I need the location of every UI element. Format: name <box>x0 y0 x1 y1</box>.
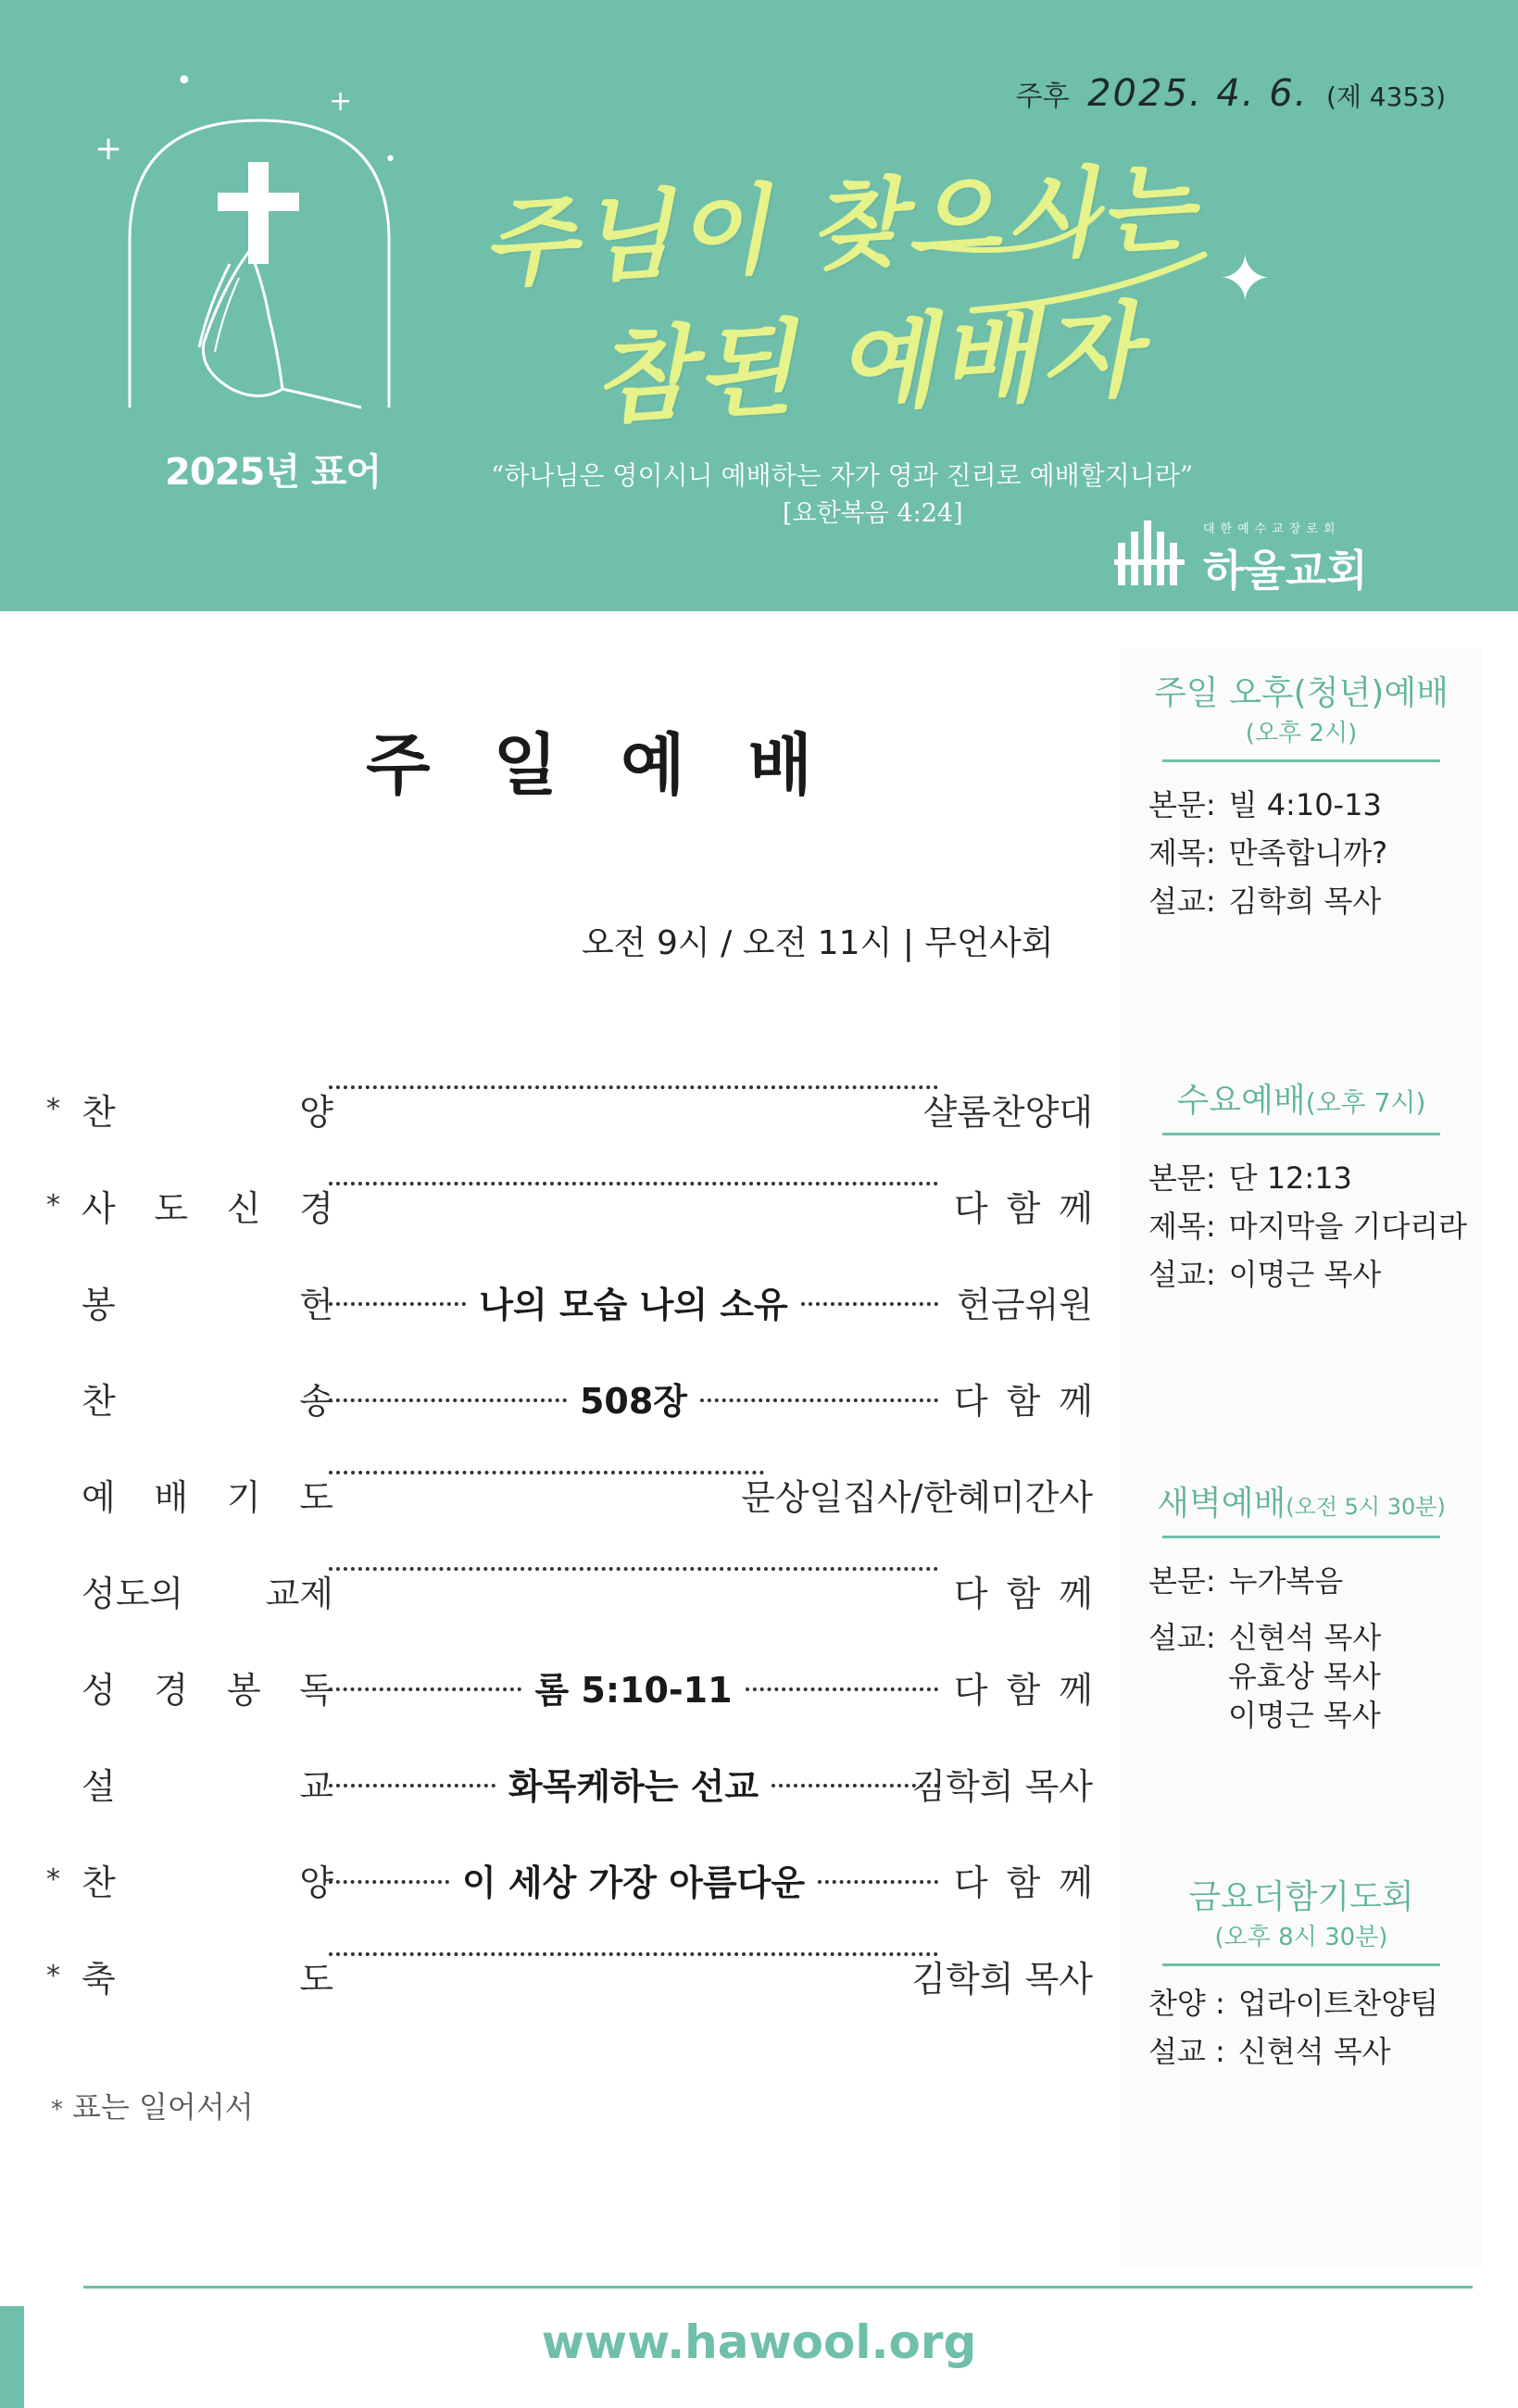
bulletin-header <box>0 0 1518 611</box>
order-row <box>46 1180 1111 1235</box>
church-logo <box>1114 519 1448 596</box>
list-item <box>1121 1154 1482 1202</box>
sparkle-icon: + <box>94 130 123 168</box>
order-item: 이 세상 가장 아름다운 <box>461 1862 806 1903</box>
star-icon: * <box>46 1189 60 1222</box>
dawn-title <box>1121 1477 1482 1524</box>
dot-leader <box>329 1687 521 1691</box>
issue-number: (제 4353) <box>1325 82 1446 112</box>
dot-leader <box>329 1302 466 1306</box>
order-middle <box>329 1373 938 1423</box>
theme-verse: “하나님은 영이시니 예배하는 자가 영과 진리로 예배할지니라” <box>491 460 1194 491</box>
dot-leader <box>329 1085 938 1089</box>
wednesday-time: (오후 7시) <box>1305 1087 1426 1118</box>
order-label-part: 양 <box>299 1862 333 1903</box>
wednesday-title-text: 수요예배 <box>1176 1082 1306 1120</box>
field-value: 누가복음 <box>1228 1563 1344 1599</box>
order-label-part: 예 <box>82 1477 116 1518</box>
list-item <box>1121 1557 1482 1605</box>
order-middle <box>329 1950 938 1954</box>
star-icon: * <box>51 2096 63 2124</box>
dot-leader <box>700 1398 938 1402</box>
order-label <box>82 1758 333 1809</box>
sunday-afternoon-time: (오후 2시) <box>1245 720 1358 747</box>
order-label-part: 성 <box>82 1670 116 1711</box>
order-label-part: 도 <box>299 1477 333 1518</box>
list-item <box>1121 877 1482 925</box>
sparkle-icon: • <box>384 148 396 171</box>
order-row <box>46 1662 1111 1717</box>
sparkle-icon: ✦ <box>1218 241 1273 317</box>
order-label-part: 설 <box>82 1766 116 1807</box>
order-label <box>82 1373 333 1423</box>
field-label: 본문: <box>1148 787 1216 822</box>
field-value: 이명근 목사 <box>1228 1698 1381 1733</box>
order-label-part: 축 <box>82 1959 116 2000</box>
order-row <box>46 1565 1111 1621</box>
order-label-part: 송 <box>299 1381 333 1422</box>
field-label: 본문: <box>1148 1160 1216 1196</box>
list-item <box>1121 829 1482 877</box>
order-label-part: 봉 <box>226 1670 261 1711</box>
dot-leader <box>329 1952 938 1956</box>
order-row <box>46 1854 1111 1910</box>
dawn-service <box>1121 1477 1482 1735</box>
order-label-part: 교제 <box>265 1574 333 1614</box>
order-row <box>46 1276 1093 1332</box>
order-label <box>82 1276 333 1327</box>
divider <box>1162 759 1440 762</box>
theme-title-line1: 주님이 찾으시는 <box>479 150 1199 302</box>
list-item <box>1121 781 1482 829</box>
divider <box>1162 1133 1440 1135</box>
date-line <box>1016 72 1446 115</box>
divider <box>1162 1963 1440 1966</box>
title-swash <box>917 190 1223 320</box>
sunday-afternoon-service <box>1121 667 1482 925</box>
dot-leader <box>329 1182 938 1185</box>
year-motto-label: 2025년 표어 <box>165 451 382 494</box>
order-label <box>82 1565 333 1616</box>
worship-title: 주일예배 <box>366 726 876 804</box>
order-label-part: 성도의 <box>82 1574 184 1614</box>
friday-prayer-meeting <box>1121 1871 1482 2076</box>
order-label-part: 사 <box>82 1188 116 1229</box>
website-link[interactable]: www.hawool.org <box>541 2315 977 2369</box>
order-middle <box>329 1854 938 1905</box>
order-label-part: 경 <box>299 1188 333 1229</box>
field-value: 마지막을 기다리라 <box>1228 1209 1468 1244</box>
service-date: 2025. 4. 6. <box>1087 72 1309 115</box>
theme-title-line2: 참된 예배자 <box>590 290 1147 438</box>
order-label <box>82 1950 333 2001</box>
church-logo-icon <box>1114 520 1192 585</box>
order-item: 나의 모습 나의 소유 <box>479 1285 788 1325</box>
list-item <box>1121 1657 1482 1696</box>
order-label-part: 찬 <box>82 1381 116 1422</box>
order-row <box>46 1084 1093 1139</box>
field-value: 빌 4:10-13 <box>1228 787 1382 822</box>
list-item <box>1121 1696 1482 1735</box>
order-label-part: 도 <box>154 1188 189 1229</box>
field-value: 이명근 목사 <box>1228 1257 1382 1292</box>
order-leader: 샬롬찬양대 <box>922 1092 1093 1133</box>
order-leader: 다함께 <box>953 1862 1111 1903</box>
sparkle-icon: • <box>176 65 193 97</box>
order-middle <box>329 1084 938 1087</box>
order-middle <box>329 1180 938 1184</box>
standing-note-text: 표는 일어서서 <box>72 2089 254 2125</box>
field-label: 제목: <box>1148 1209 1216 1244</box>
standing-note <box>51 2084 254 2126</box>
order-label <box>82 1854 333 1905</box>
field-label: 설교: <box>1148 1620 1216 1655</box>
order-leader: 다함께 <box>953 1670 1111 1711</box>
order-label <box>82 1469 333 1520</box>
order-item: 화목케하는 선교 <box>508 1766 759 1807</box>
order-middle <box>329 1662 938 1712</box>
order-middle <box>329 1758 938 1809</box>
order-label <box>82 1662 333 1712</box>
order-middle <box>329 1565 938 1569</box>
dot-leader <box>746 1687 938 1691</box>
dot-leader <box>329 1398 567 1402</box>
star-icon: * <box>46 1093 60 1125</box>
order-leader: 문상일집사/한혜미간사 <box>741 1477 1093 1518</box>
dot-leader <box>801 1302 938 1306</box>
star-icon: * <box>46 1960 60 1992</box>
dot-leader <box>329 1880 449 1884</box>
sunday-afternoon-title: 주일 오후(청년)예배 <box>1154 674 1449 712</box>
list-item <box>1121 1979 1482 2027</box>
church-name: 하울교회 <box>1203 546 1368 596</box>
order-leader: 김학희 목사 <box>911 1959 1093 2000</box>
theme-verse-reference: [요한복음 4:24] <box>783 499 963 528</box>
field-label: 설교 : <box>1148 2034 1225 2069</box>
order-leader: 다함께 <box>953 1381 1111 1422</box>
list-item <box>1121 1618 1482 1657</box>
dot-leader <box>329 1784 496 1787</box>
field-value: 신현석 목사 <box>1237 2034 1391 2069</box>
order-label-part: 헌 <box>299 1285 333 1325</box>
denomination-label: 대한예수교장로회 <box>1203 522 1341 536</box>
divider <box>1162 1536 1440 1538</box>
footer-divider <box>83 2286 1473 2289</box>
order-leader: 다함께 <box>953 1574 1111 1614</box>
order-label-part: 신 <box>226 1188 261 1229</box>
order-middle <box>329 1276 938 1327</box>
order-row <box>46 1950 1093 2006</box>
field-value: 김학희 목사 <box>1228 884 1382 919</box>
order-label-part: 양 <box>299 1092 333 1133</box>
field-label: 찬양 : <box>1148 1986 1225 2021</box>
friday-title: 금요더함기도회 <box>1188 1878 1414 1916</box>
dot-leader <box>329 1471 764 1474</box>
order-label-part: 배 <box>154 1477 189 1518</box>
friday-time: (오후 8시 30분) <box>1214 1924 1388 1951</box>
order-leader: 헌금위원 <box>957 1285 1093 1325</box>
list-item <box>1121 2027 1482 2076</box>
date-prefix: 주후 <box>1015 81 1070 113</box>
order-label-part: 경 <box>154 1670 189 1711</box>
field-value: 신현석 목사 <box>1228 1620 1382 1655</box>
field-value: 단 12:13 <box>1228 1160 1352 1196</box>
order-row <box>46 1373 1111 1428</box>
order-row <box>46 1469 1093 1524</box>
field-label: 설교: <box>1148 1257 1216 1292</box>
field-label: 제목: <box>1148 835 1216 871</box>
star-icon: * <box>46 1863 60 1896</box>
order-label-part: 찬 <box>82 1862 116 1903</box>
dot-leader <box>818 1880 938 1884</box>
dawn-time: (오전 5시 30분) <box>1286 1494 1446 1520</box>
order-label-part: 교 <box>299 1766 333 1807</box>
order-label-part: 봉 <box>82 1285 116 1325</box>
dawn-title-text: 새벽예배 <box>1157 1485 1286 1523</box>
order-label-part: 기 <box>226 1477 261 1518</box>
list-item <box>1121 1202 1482 1250</box>
order-item: 508장 <box>579 1381 688 1422</box>
order-label-part: 독 <box>299 1670 333 1711</box>
field-value: 업라이트찬양팀 <box>1237 1986 1439 2021</box>
side-column <box>1121 648 1482 2269</box>
order-leader: 김학희 목사 <box>911 1766 1093 1807</box>
order-label <box>82 1084 333 1135</box>
order-leader: 다함께 <box>953 1188 1111 1229</box>
order-label-part: 도 <box>299 1959 333 2000</box>
wednesday-title <box>1121 1074 1482 1122</box>
worship-times: 오전 9시 / 오전 11시 | 무언사회 <box>582 924 1054 962</box>
praying-hands-cross-icon <box>120 111 398 417</box>
field-label: 설교: <box>1148 884 1216 919</box>
dot-leader <box>329 1567 938 1571</box>
field-value: 만족합니까? <box>1228 835 1388 871</box>
list-item <box>1121 1250 1482 1298</box>
wednesday-service <box>1121 1074 1482 1298</box>
sparkle-icon: + <box>329 85 353 118</box>
field-value: 유효상 목사 <box>1228 1659 1381 1694</box>
order-row <box>46 1758 1093 1813</box>
order-middle <box>329 1469 764 1473</box>
field-label: 본문: <box>1148 1563 1216 1599</box>
order-label <box>82 1180 333 1231</box>
order-item: 롬 5:10-11 <box>534 1670 733 1711</box>
order-label-part: 찬 <box>82 1092 116 1133</box>
